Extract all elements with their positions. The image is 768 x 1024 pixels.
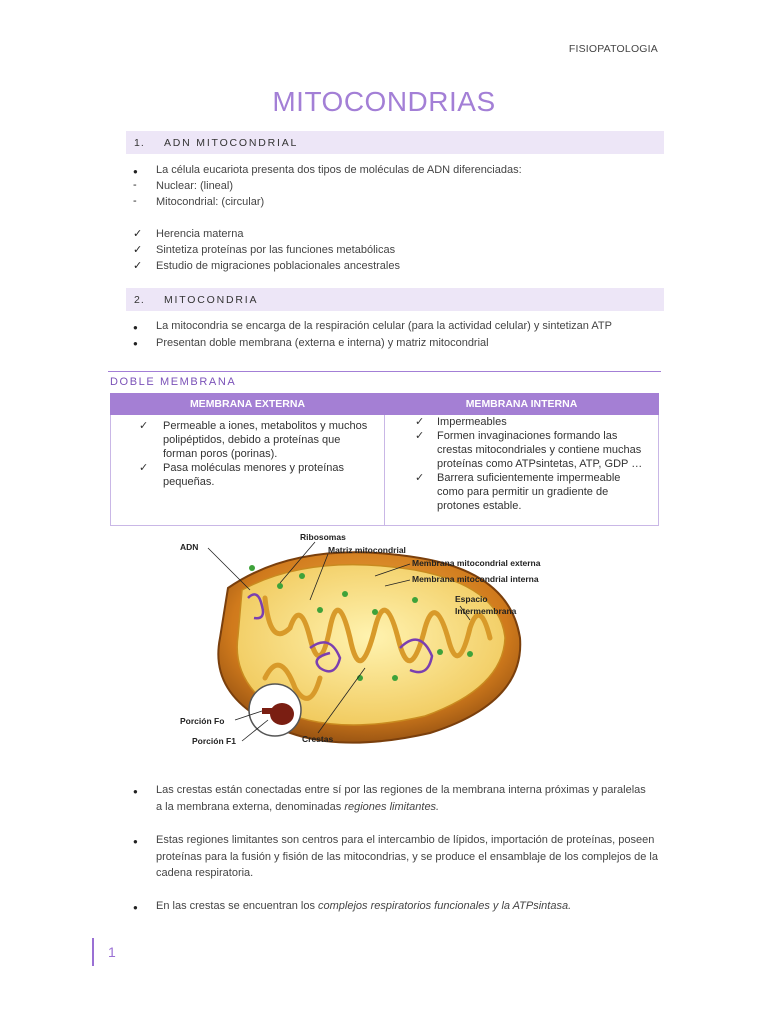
checkmark-icon: ✓	[415, 416, 425, 428]
table-header-internal: MEMBRANA INTERNA	[385, 394, 659, 415]
label-porcion-f1: Porción F1	[192, 736, 236, 746]
list-item: Herencia materna	[156, 228, 244, 240]
paragraph	[156, 898, 660, 915]
list-item-text: Barrera suficientemente impermeable como para permitir un gradiente de protones estable.	[437, 472, 621, 512]
section-number: 2.	[134, 293, 145, 306]
checkmark-icon: ✓	[139, 420, 149, 432]
list-item	[415, 429, 646, 471]
running-header: FISIOPATOLOGIA	[568, 43, 658, 55]
label-espacio: Espacio	[455, 594, 488, 604]
label-matriz: Matriz mitocondrial	[328, 545, 406, 555]
list-item: La célula eucariota presenta dos tipos de moléculas de ADN diferenciadas:	[156, 164, 522, 176]
checkmark-icon: ✓	[133, 244, 143, 256]
section-title: ADN MITOCONDRIAL	[164, 136, 299, 149]
bullet-icon: ●	[133, 323, 138, 332]
membrane-table	[110, 393, 659, 526]
bullet-icon: ●	[133, 167, 138, 176]
list-item: Estudio de migraciones poblacionales ancestrales	[156, 260, 400, 272]
page-title: MITOCONDRIAS	[272, 86, 496, 117]
list-item: Nuclear: (lineal)	[156, 180, 234, 192]
paragraph-text: a la membrana externa, denominadas	[156, 800, 345, 813]
checkmark-icon: ✓	[415, 430, 425, 442]
list-item: Mitocondrial: (circular)	[156, 196, 265, 208]
checkmark-icon: ✓	[415, 472, 425, 484]
section-heading-mitocondria	[126, 288, 664, 311]
list-item-text: Permeable a iones, metabolitos y muchos polipéptidos, debido a proteínas que forman poros (porinas).	[163, 420, 368, 460]
label-crestas: Crestas	[302, 734, 334, 744]
list-item-text: Impermeables	[437, 416, 507, 428]
subsection-title: DOBLE MEMBRANA	[110, 376, 237, 388]
emphasis: complejos respiratorios funcionales y la ATPsintasa.	[318, 900, 572, 912]
label-porcion-fo: Porción Fo	[180, 716, 225, 726]
dash-icon: -	[133, 195, 137, 207]
section-heading-adn	[126, 131, 664, 154]
bullet-icon: ●	[133, 339, 138, 348]
table-cell-internal	[385, 415, 659, 526]
paragraph: Estas regiones limitantes son centros para el intercambio de lípidos, importación de proteínas, poseen proteínas para la fusión y fisión de las mitocondrias, y se produce el ensamblaje de los complejos de la cadena respiratoria.	[156, 834, 658, 879]
list-item-text: Formen invaginaciones formando las crestas mitocondriales y contiene muchas proteínas como ATPsintetas, ATP, GDP …	[437, 430, 643, 470]
dash-icon: -	[133, 179, 137, 191]
emphasis: regiones limitantes.	[344, 800, 440, 813]
list-item	[415, 415, 646, 429]
checkmark-icon: ✓	[139, 462, 149, 474]
paragraph	[156, 782, 660, 815]
list-item: Presentan doble membrana (externa e interna) y matriz mitocondrial	[156, 337, 489, 349]
label-membrana-externa: Membrana mitocondrial externa	[412, 558, 541, 568]
label-adn: ADN	[180, 542, 199, 552]
list-item-text: Pasa moléculas menores y proteínas pequeñas.	[163, 462, 344, 488]
list-item: Sintetiza proteínas por las funciones metabólicas	[156, 244, 396, 256]
label-ribosomas: Ribosomas	[300, 532, 346, 542]
section-number: 1.	[134, 136, 145, 149]
list-item	[139, 419, 374, 461]
checkmark-icon: ✓	[133, 228, 143, 240]
list-item	[415, 471, 646, 513]
checkmark-icon: ✓	[133, 260, 143, 272]
label-intermembrana: Intermembrana	[455, 606, 517, 616]
list-item	[139, 461, 374, 489]
list-item: La mitocondria se encarga de la respiración celular (para la actividad celular) y sintetizan ATP	[156, 320, 612, 332]
paragraph-text: Las crestas están conectadas entre sí por las regiones de la membrana interna próximas y paralelas	[156, 784, 646, 796]
bullet-icon: ●	[133, 903, 138, 912]
paragraph-text: En las crestas se encuentran los	[156, 900, 319, 912]
bullet-icon: ●	[133, 837, 138, 846]
atp-synthase-fo	[262, 708, 274, 714]
table-header-external: MEMBRANA EXTERNA	[111, 394, 385, 415]
bullet-icon: ●	[133, 787, 138, 796]
divider	[108, 371, 661, 372]
section-title: MITOCONDRIA	[164, 293, 259, 306]
table-cell-external	[111, 415, 385, 526]
mitochondria-diagram	[170, 528, 590, 758]
label-membrana-interna: Membrana mitocondrial interna	[412, 574, 539, 584]
page-number: 1	[108, 944, 116, 960]
page-number-rule	[92, 938, 94, 966]
